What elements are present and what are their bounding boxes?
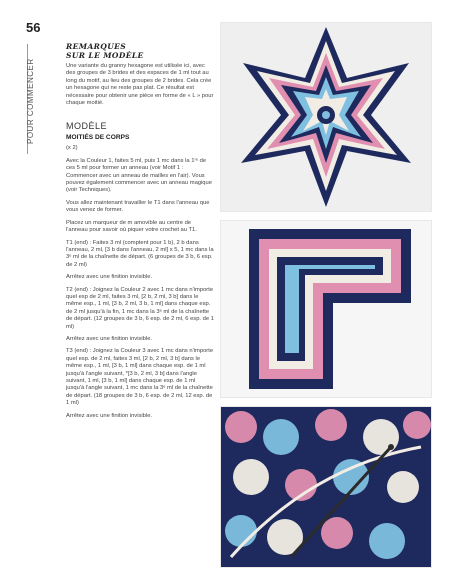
model-paragraph-round2: T2 (end) : Joignez la Couleur 2 avec 1 mc dans n'importe quel esp de 2 ml, faites 3 ml, [2 b, 2 ml, 3 b] dans le même esp., 1 ml, [3 b, 2 ml, 3 b, 1 ml] dans chaque esp. de 2 ml jusqu'à la fin, 1 mc dans la 3ᵉ ml de la chaînette de départ. (12 groupes de 3 b, 6 esp. de 2 ml, 6 esp. de 1 ml): [66, 286, 214, 330]
star-crochet-image: [221, 23, 431, 211]
model-paragraph: Placez un marqueur de m amovible au centre de l'anneau pour savoir où piquer votre crochet au T1.: [66, 219, 197, 234]
model-paragraph: Avec la Couleur 1, faites 5 ml, puis 1 mc dans la 1ʳᵉ de ces 5 ml pour former un anneau (voir Motif 1 : Commencer avec un anneau de mailles en l'air). Vous pouvez également commencer avec un anneau magique (voir Techniques).: [66, 157, 212, 194]
photo-star-crochet: [220, 22, 432, 212]
model-section-title: MODÈLE: [66, 121, 108, 132]
remarks-body: Une variante du granny hexagone est utilisée ici, avec des groupes de 3 brides et des espaces de 1 ml tout au long du motif, au lieu des groupes de 2 brides. Cela crée un hexagone qui ne reste pas plat. Ce résultat est nécessaire pour obtenir une pièce en forme de « L » pour chaque moitié.: [66, 63, 214, 107]
photo-l-shape-crochet: [220, 220, 432, 398]
page-number: 56: [26, 20, 41, 35]
text-column: [66, 42, 214, 425]
model-paragraph: Arrêtez avec une finition invisible.: [66, 274, 153, 281]
model-paragraph: Arrêtez avec une finition invisible.: [66, 335, 153, 342]
remarks-title-line1: REMARQUES: [66, 42, 127, 51]
model-count: (x 2): [66, 145, 78, 152]
l-shape-crochet-image: [221, 221, 431, 397]
model-paragraph-round3: T3 (end) : Joignez la Couleur 3 avec 1 mc dans n'importe quel esp. de 2 ml, faites 3 ml, [2 b, 2 ml, 3 b] dans le même esp., 1 ml, [3 b, 1 ml] dans chaque esp. de 1 ml jusqu'à l'angle suivant, *[3 b, 2 ml, 3 b] dans l'angle suivant, 1 ml, [3 b, 1 ml] dans chaque esp. de 1 ml jusqu'à l'angle suivant, 1 mc dans la 3ᵉ ml de la chaînette de départ. (18 groupes de 3 b, 6 esp. de 2 ml, 12 esp. de 1 ml): [66, 348, 214, 407]
remarks-title: [66, 42, 214, 60]
side-section-label-text: POUR COMMENCER: [26, 58, 35, 144]
closeup-crochet-image: [221, 407, 431, 567]
photo-closeup-crochet: [220, 406, 432, 568]
model-paragraph: Vous allez maintenant travailler le T1 dans l'anneau que vous venez de former.: [66, 199, 210, 214]
model-paragraph: Arrêtez avec une finition invisible.: [66, 412, 153, 419]
model-paragraph-round1: T1 (end) : Faites 3 ml (comptent pour 1 b), 2 b dans l'anneau, 2 ml, [3 b dans l'anneau, 2 ml] x 5, 1 mc dans la 3ᵉ ml de la chaînette de départ. (6 groupes de 3 b, 6 esp. de 2 ml): [66, 239, 214, 268]
remarks-title-line2: SUR LE MODÈLE: [66, 51, 144, 60]
side-section-label: [27, 44, 40, 154]
model-sub-title: MOITIÉS DE CORPS: [66, 134, 130, 142]
